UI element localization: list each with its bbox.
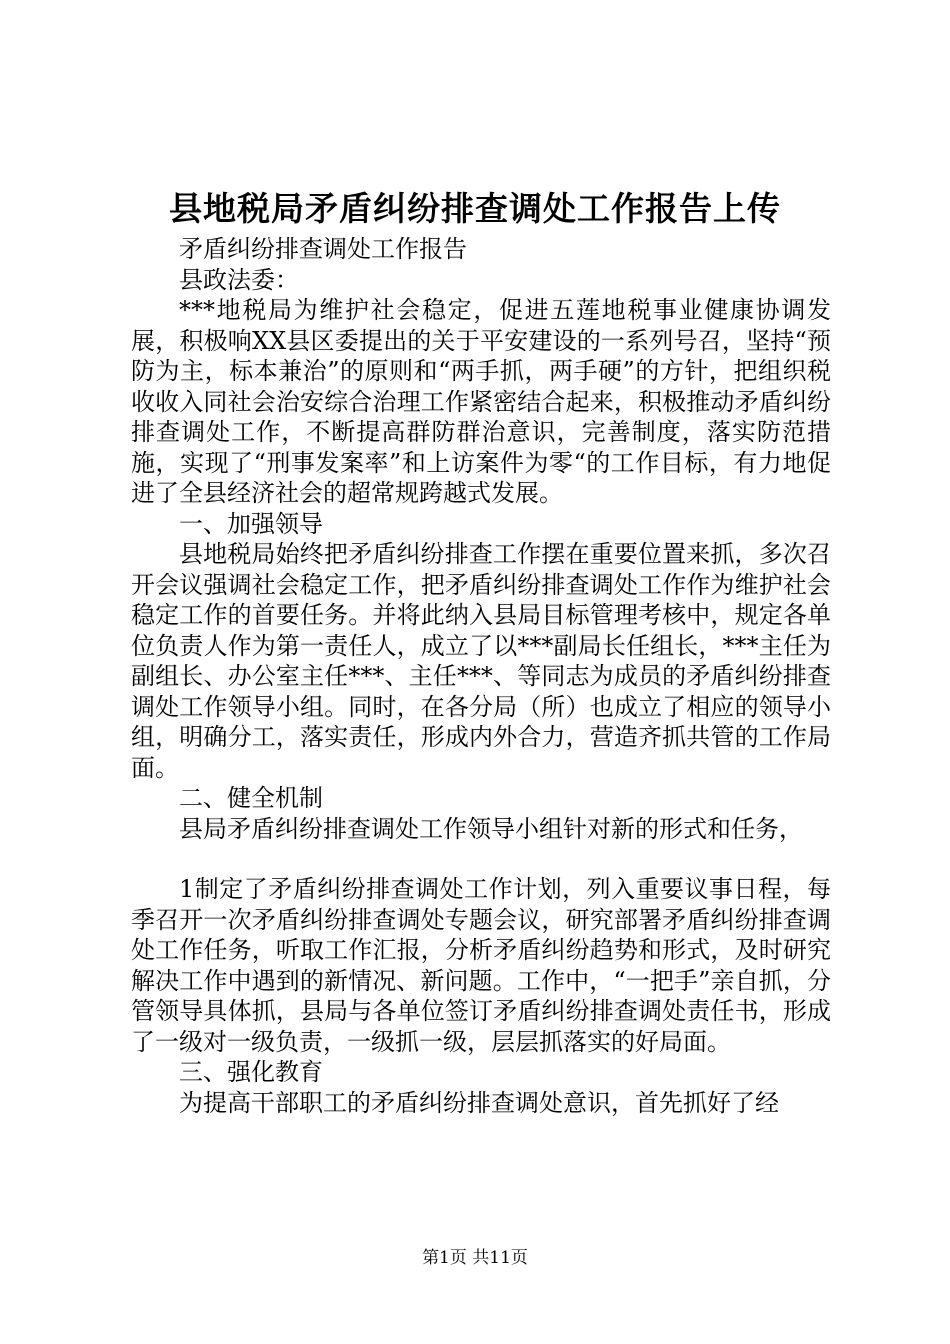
page-footer: 第1页 共11页 bbox=[422, 1248, 528, 1268]
section-1-paragraph: 县地税局始终把矛盾纠纷排查工作摆在重要位置来抓，多次召开会议强调社会稳定工作，把矛盾纠纷排查调处工作作为维护社会稳定工作的首要任务。并将此纳入县局目标管理考核中，规定各单位负责人作为第一责任人，成立了以***副局长任组长，***主任为副组长、办公室主任***、主任***、等同志为成员的矛盾纠纷排查调处工作领导小组。同时，在各分局（所）也成立了相应的领导小组，明确分工，落实责任，形成内外合力，营造齐抓共管的工作局面。 bbox=[131, 540, 831, 782]
section-2-paragraph: 县局矛盾纠纷排查调处工作领导小组针对新的形式和任务， bbox=[179, 814, 803, 843]
section-heading-3: 三、强化教育 bbox=[179, 1058, 323, 1086]
document-title: 县地税局矛盾纠纷排查调处工作报告上传 bbox=[169, 189, 781, 228]
section-heading-1: 一、加强领导 bbox=[179, 509, 323, 538]
section-3-paragraph: 为提高干部职工的矛盾纠纷排查调处意识，首先抓好了经 bbox=[179, 1088, 779, 1117]
intro-paragraph: ***地税局为维护社会稳定，促进五莲地税事业健康协调发展，积极响XX县区委提出的关于平安建设的一系列号召，坚持“预防为主，标本兼治”的原则和“两手抓，两手硬”的方针，把组织税收收入同社会治安综合治理工作紧密结合起来，积极推动矛盾纠纷排查调处工作，不断提高群防群治意识，完善制度，落实防范措施，实现了“刑事发案率”和上访案件为零“的工作目标，有力地促进了全县经济社会的超常规跨越式发展。 bbox=[131, 296, 831, 507]
paragraph-gap bbox=[131, 844, 831, 874]
section-heading-2: 二、健全机制 bbox=[179, 784, 323, 812]
section-2-paragraph-2: 1制定了矛盾纠纷排查调处工作计划，列入重要议事日程，每季召开一次矛盾纠纷排查调处专题会议，研究部署矛盾纠纷排查调处工作任务，听取工作汇报，分析矛盾纠纷趋势和形式，及时研究解决工作中遇到的新情况、新问题。工作中，“一把手”亲自抓，分管领导具体抓，县局与各单位签订矛盾纠纷排查调处责任书，形成了一级对一级负责，一级抓一级，层层抓落实的好局面。 bbox=[131, 875, 831, 1056]
document-body bbox=[131, 234, 831, 1118]
report-subtitle: 矛盾纠纷排查调处工作报告 bbox=[179, 235, 467, 263]
addressee: 县政法委： bbox=[179, 265, 299, 294]
